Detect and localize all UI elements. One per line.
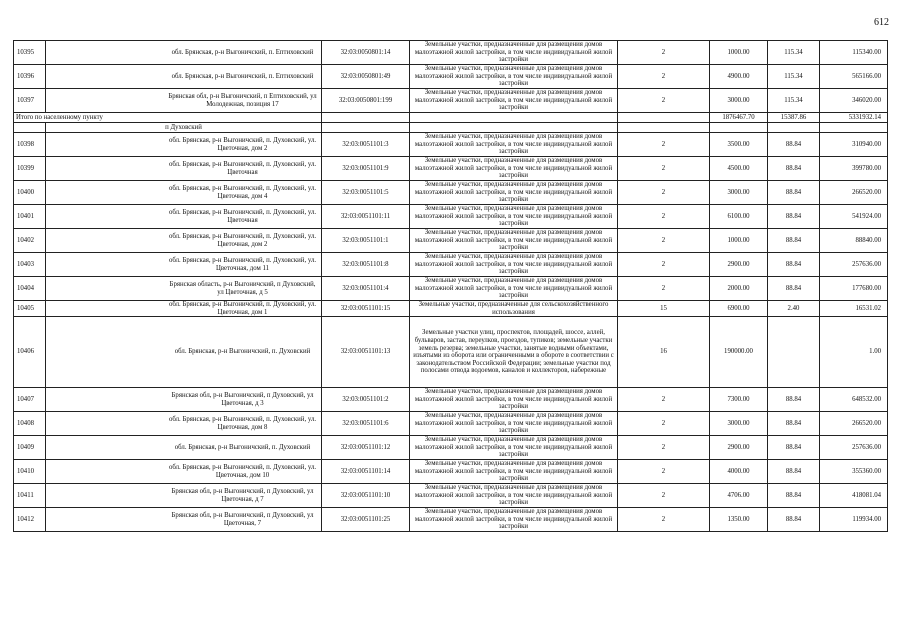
rate-cell: 88.84 xyxy=(768,460,820,484)
area-cell: 3500.00 xyxy=(710,133,768,157)
cadastral-number-cell: 32:03:0051101:14 xyxy=(322,460,410,484)
land-purpose-cell: Земельные участки, предназначенные для размещения домов малоэтажной жилой застройки, в том числе индивидуальной жилой застройки xyxy=(410,41,618,65)
cadastral-value-cell: 399780.00 xyxy=(820,157,888,181)
group-cell: 2 xyxy=(618,41,710,65)
cadastral-number-cell: 32:03:0051101:10 xyxy=(322,484,410,508)
num-cell xyxy=(14,123,46,133)
table-row xyxy=(14,317,888,388)
table-row xyxy=(14,89,888,113)
group-cell: 2 xyxy=(618,133,710,157)
table-row xyxy=(14,436,888,460)
area-cell: 1876467.70 xyxy=(710,113,768,123)
row-number-cell: 10406 xyxy=(14,317,46,388)
cadastral-value-cell: 1.00 xyxy=(820,317,888,388)
address-cell: Брянская обл, р-н Выгоничский, п Ептиховский, ул Молодежная, позиция 17 xyxy=(46,89,322,113)
cadastral-value-cell: 16531.02 xyxy=(820,301,888,317)
area-cell: 3000.00 xyxy=(710,412,768,436)
land-purpose-cell: Земельные участки, предназначенные для размещения домов малоэтажной жилой застройки, в том числе индивидуальной жилой застройки xyxy=(410,133,618,157)
rate-cell: 115.34 xyxy=(768,65,820,89)
land-purpose-cell: Земельные участки, предназначенные для размещения домов малоэтажной жилой застройки, в том числе индивидуальной жилой застройки xyxy=(410,89,618,113)
cadastral-value-cell: 541924.00 xyxy=(820,205,888,229)
cadastral-number-cell: 32:03:0051101:4 xyxy=(322,277,410,301)
area-cell: 6100.00 xyxy=(710,205,768,229)
land-purpose-cell: Земельные участки, предназначенные для размещения домов малоэтажной жилой застройки, в том числе индивидуальной жилой застройки xyxy=(410,508,618,532)
cadastral-number-cell: 32:03:0051101:12 xyxy=(322,436,410,460)
address-cell: Брянская обл, р-н Выгоничский, п Духовский, ул Цветочная, д 7 xyxy=(46,484,322,508)
area-cell: 1350.00 xyxy=(710,508,768,532)
land-purpose-cell: Земельные участки, предназначенные для сельскохозяйственного использования xyxy=(410,301,618,317)
cadastral-number-cell: 32:03:0051101:8 xyxy=(322,253,410,277)
area-cell: 2900.00 xyxy=(710,253,768,277)
area-cell: 190000.00 xyxy=(710,317,768,388)
group-cell: 16 xyxy=(618,317,710,388)
area-cell: 3000.00 xyxy=(710,181,768,205)
row-number-cell: 10398 xyxy=(14,133,46,157)
address-cell: обл. Брянская, р-н Выгоничский, п. Духовский, ул. Цветочная, дом 1 xyxy=(46,301,322,317)
row-number-cell: 10395 xyxy=(14,41,46,65)
group-cell: 2 xyxy=(618,65,710,89)
table-row xyxy=(14,277,888,301)
group-cell: 2 xyxy=(618,388,710,412)
group-cell: 2 xyxy=(618,436,710,460)
table-row xyxy=(14,388,888,412)
land-purpose-cell: Земельные участки улиц, проспектов, площадей, шоссе, аллей, бульваров, застав, переулков, проездов, тупиков; земельные участки земель резерва; земельные участки, занятые водными объектами, изъятыми из оборота или ограниченными в обороте в соответствии с законодательством Российской Федерации; земельные участки под полосами отвода водоемов, каналов и коллекторов, набережные xyxy=(410,317,618,388)
area-cell: 1000.00 xyxy=(710,229,768,253)
cadastral-value-table xyxy=(13,40,888,532)
cadastral-value-cell: 346020.00 xyxy=(820,89,888,113)
area-cell: 3000.00 xyxy=(710,89,768,113)
total-label: Итого по населенному пункту xyxy=(14,113,322,123)
cadastral-number-cell: 32:03:0050801:49 xyxy=(322,65,410,89)
cadastral-number-cell: 32:03:0050801:14 xyxy=(322,41,410,65)
cadastral-number-cell: 32:03:0051101:5 xyxy=(322,181,410,205)
rate-cell: 88.84 xyxy=(768,229,820,253)
table-row xyxy=(14,508,888,532)
row-number-cell: 10403 xyxy=(14,253,46,277)
group-cell: 2 xyxy=(618,229,710,253)
cadastral-number-cell: 32:03:0051101:2 xyxy=(322,388,410,412)
address-cell: обл. Брянская, р-н Выгоничский, п. Духовский xyxy=(46,317,322,388)
row-number-cell: 10410 xyxy=(14,460,46,484)
table-row xyxy=(14,157,888,181)
table-body xyxy=(14,41,888,532)
table-row xyxy=(14,133,888,157)
row-number-cell: 10399 xyxy=(14,157,46,181)
cadastral-number-cell: 32:03:0051101:25 xyxy=(322,508,410,532)
area-cell: 4900.00 xyxy=(710,65,768,89)
land-purpose-cell: Земельные участки, предназначенные для размещения домов малоэтажной жилой застройки, в том числе индивидуальной жилой застройки xyxy=(410,460,618,484)
cadastral-value-cell: 115340.00 xyxy=(820,41,888,65)
purpose-cell xyxy=(410,113,618,123)
empty-cell xyxy=(768,123,820,133)
table-row xyxy=(14,229,888,253)
cadastral-value-cell: 177680.00 xyxy=(820,277,888,301)
land-purpose-cell: Земельные участки, предназначенные для размещения домов малоэтажной жилой застройки, в том числе индивидуальной жилой застройки xyxy=(410,388,618,412)
row-number-cell: 10407 xyxy=(14,388,46,412)
cadastral-number-cell: 32:03:0051101:3 xyxy=(322,133,410,157)
table-row xyxy=(14,301,888,317)
rate-cell: 115.34 xyxy=(768,41,820,65)
land-purpose-cell: Земельные участки, предназначенные для размещения домов малоэтажной жилой застройки, в том числе индивидуальной жилой застройки xyxy=(410,181,618,205)
cadastral-number-cell: 32:03:0051101:9 xyxy=(322,157,410,181)
rate-cell: 88.84 xyxy=(768,253,820,277)
rate-cell xyxy=(768,317,820,388)
table-row xyxy=(14,41,888,65)
table-row xyxy=(14,205,888,229)
group-cell: 2 xyxy=(618,484,710,508)
page-number: 612 xyxy=(874,17,889,28)
rate-cell: 88.84 xyxy=(768,412,820,436)
area-cell: 6900.00 xyxy=(710,301,768,317)
cadastral-value-cell: 88840.00 xyxy=(820,229,888,253)
land-purpose-cell: Земельные участки, предназначенные для размещения домов малоэтажной жилой застройки, в том числе индивидуальной жилой застройки xyxy=(410,229,618,253)
cadastral-value-cell: 355360.00 xyxy=(820,460,888,484)
cadastral-value-cell: 257636.00 xyxy=(820,436,888,460)
group-cell: 2 xyxy=(618,508,710,532)
total-row xyxy=(14,113,888,123)
empty-cell xyxy=(322,123,410,133)
address-cell: обл. Брянская, р-н Выгоничский, п. Духовский, ул. Цветочная, дом 10 xyxy=(46,460,322,484)
group-cell: 2 xyxy=(618,205,710,229)
area-cell: 4706.00 xyxy=(710,484,768,508)
row-number-cell: 10405 xyxy=(14,301,46,317)
land-purpose-cell: Земельные участки, предназначенные для размещения домов малоэтажной жилой застройки, в том числе индивидуальной жилой застройки xyxy=(410,157,618,181)
address-cell: обл. Брянская, р-н Выгоничский, п. Духовский, ул. Цветочная, дом 2 xyxy=(46,229,322,253)
group-cell: 2 xyxy=(618,460,710,484)
group-cell: 2 xyxy=(618,253,710,277)
address-cell: обл. Брянская, р-н Выгоничский, п. Духовский, ул. Цветочная xyxy=(46,157,322,181)
rate-cell: 88.84 xyxy=(768,436,820,460)
rate-cell: 115.34 xyxy=(768,89,820,113)
rate-cell: 88.84 xyxy=(768,181,820,205)
row-number-cell: 10412 xyxy=(14,508,46,532)
address-cell: Брянская обл, р-н Выгоничский, п Духовский, ул Цветочная, 7 xyxy=(46,508,322,532)
group-cell: 2 xyxy=(618,277,710,301)
cadastral-value-cell: 266520.00 xyxy=(820,181,888,205)
cadastral-value-cell: 119934.00 xyxy=(820,508,888,532)
row-number-cell: 10408 xyxy=(14,412,46,436)
address-cell: Брянская обл, р-н Выгоничский, п Духовский, ул Цветочная, д 3 xyxy=(46,388,322,412)
address-cell: обл. Брянская, р-н Выгоничский, п. Ептиховский xyxy=(46,41,322,65)
address-cell: обл. Брянская, р-н Выгоничский, п. Духовский, ул. Цветочная, дом 11 xyxy=(46,253,322,277)
cadastral-number-cell: 32:03:0051101:13 xyxy=(322,317,410,388)
cadastral-number-cell: 32:03:0051101:6 xyxy=(322,412,410,436)
cadastral-number-cell: 32:03:0051101:1 xyxy=(322,229,410,253)
area-cell: 1000.00 xyxy=(710,41,768,65)
cadastral-value-cell: 648532.00 xyxy=(820,388,888,412)
land-purpose-cell: Земельные участки, предназначенные для размещения домов малоэтажной жилой застройки, в том числе индивидуальной жилой застройки xyxy=(410,484,618,508)
group-cell: 15 xyxy=(618,301,710,317)
table-row xyxy=(14,484,888,508)
area-cell: 2900.00 xyxy=(710,436,768,460)
cadastral-value-cell: 418081.04 xyxy=(820,484,888,508)
row-number-cell: 10401 xyxy=(14,205,46,229)
address-cell: Брянская область, р-н Выгоничский, п Духовский, ул Цветочная, д 5 xyxy=(46,277,322,301)
row-number-cell: 10400 xyxy=(14,181,46,205)
area-cell: 4500.00 xyxy=(710,157,768,181)
group-cell: 2 xyxy=(618,412,710,436)
land-purpose-cell: Земельные участки, предназначенные для размещения домов малоэтажной жилой застройки, в том числе индивидуальной жилой застройки xyxy=(410,277,618,301)
table-row xyxy=(14,253,888,277)
rate-cell: 88.84 xyxy=(768,484,820,508)
land-purpose-cell: Земельные участки, предназначенные для размещения домов малоэтажной жилой застройки, в том числе индивидуальной жилой застройки xyxy=(410,205,618,229)
land-purpose-cell: Земельные участки, предназначенные для размещения домов малоэтажной жилой застройки, в том числе индивидуальной жилой застройки xyxy=(410,436,618,460)
address-cell: обл. Брянская, р-н Выгоничский, п. Духовский, ул. Цветочная, дом 4 xyxy=(46,181,322,205)
area-cell: 4000.00 xyxy=(710,460,768,484)
rate-cell: 88.84 xyxy=(768,277,820,301)
empty-cell xyxy=(410,123,618,133)
land-purpose-cell: Земельные участки, предназначенные для размещения домов малоэтажной жилой застройки, в том числе индивидуальной жилой застройки xyxy=(410,253,618,277)
group-cell: 2 xyxy=(618,157,710,181)
cadastral-value-cell: 257636.00 xyxy=(820,253,888,277)
empty-cell xyxy=(820,123,888,133)
cadastral-number-cell: 32:03:0050801:199 xyxy=(322,89,410,113)
table-row xyxy=(14,65,888,89)
row-number-cell: 10411 xyxy=(14,484,46,508)
empty-cell xyxy=(710,123,768,133)
group-cell: 2 xyxy=(618,181,710,205)
rate-cell: 88.84 xyxy=(768,157,820,181)
locality-label: п Духовский xyxy=(46,123,322,133)
cadastral-value-cell: 565166.00 xyxy=(820,65,888,89)
row-number-cell: 10397 xyxy=(14,89,46,113)
rate-cell: 15387.86 xyxy=(768,113,820,123)
locality-row xyxy=(14,123,888,133)
rate-cell: 88.84 xyxy=(768,388,820,412)
rate-cell: 88.84 xyxy=(768,508,820,532)
table-row xyxy=(14,181,888,205)
table-row xyxy=(14,460,888,484)
area-cell: 7300.00 xyxy=(710,388,768,412)
area-cell: 2000.00 xyxy=(710,277,768,301)
empty-cell xyxy=(618,123,710,133)
group-cell xyxy=(618,113,710,123)
value-cell: 5331932.14 xyxy=(820,113,888,123)
group-cell: 2 xyxy=(618,89,710,113)
land-purpose-cell: Земельные участки, предназначенные для размещения домов малоэтажной жилой застройки, в том числе индивидуальной жилой застройки xyxy=(410,65,618,89)
land-purpose-cell: Земельные участки, предназначенные для размещения домов малоэтажной жилой застройки, в том числе индивидуальной жилой застройки xyxy=(410,412,618,436)
rate-cell: 88.84 xyxy=(768,205,820,229)
cadastral-value-cell: 266520.00 xyxy=(820,412,888,436)
cadastral-value-cell: 310940.00 xyxy=(820,133,888,157)
row-number-cell: 10404 xyxy=(14,277,46,301)
address-cell: обл. Брянская, р-н Выгоничский, п. Духовский, ул. Цветочная, дом 2 xyxy=(46,133,322,157)
row-number-cell: 10396 xyxy=(14,65,46,89)
cadastral-cell xyxy=(322,113,410,123)
address-cell: обл. Брянская, р-н Выгоничский, п. Духовский, ул. Цветочная xyxy=(46,205,322,229)
address-cell: обл. Брянская, р-н Выгоничский, п. Духовский, ул. Цветочная, дом 8 xyxy=(46,412,322,436)
rate-cell: 88.84 xyxy=(768,133,820,157)
row-number-cell: 10409 xyxy=(14,436,46,460)
cadastral-number-cell: 32:03:0051101:11 xyxy=(322,205,410,229)
rate-cell: 2.40 xyxy=(768,301,820,317)
row-number-cell: 10402 xyxy=(14,229,46,253)
table-row xyxy=(14,412,888,436)
address-cell: обл. Брянская, р-н Выгоничский, п. Духовский xyxy=(46,436,322,460)
cadastral-number-cell: 32:03:0051101:15 xyxy=(322,301,410,317)
address-cell: обл. Брянская, р-н Выгоничский, п. Ептиховский xyxy=(46,65,322,89)
